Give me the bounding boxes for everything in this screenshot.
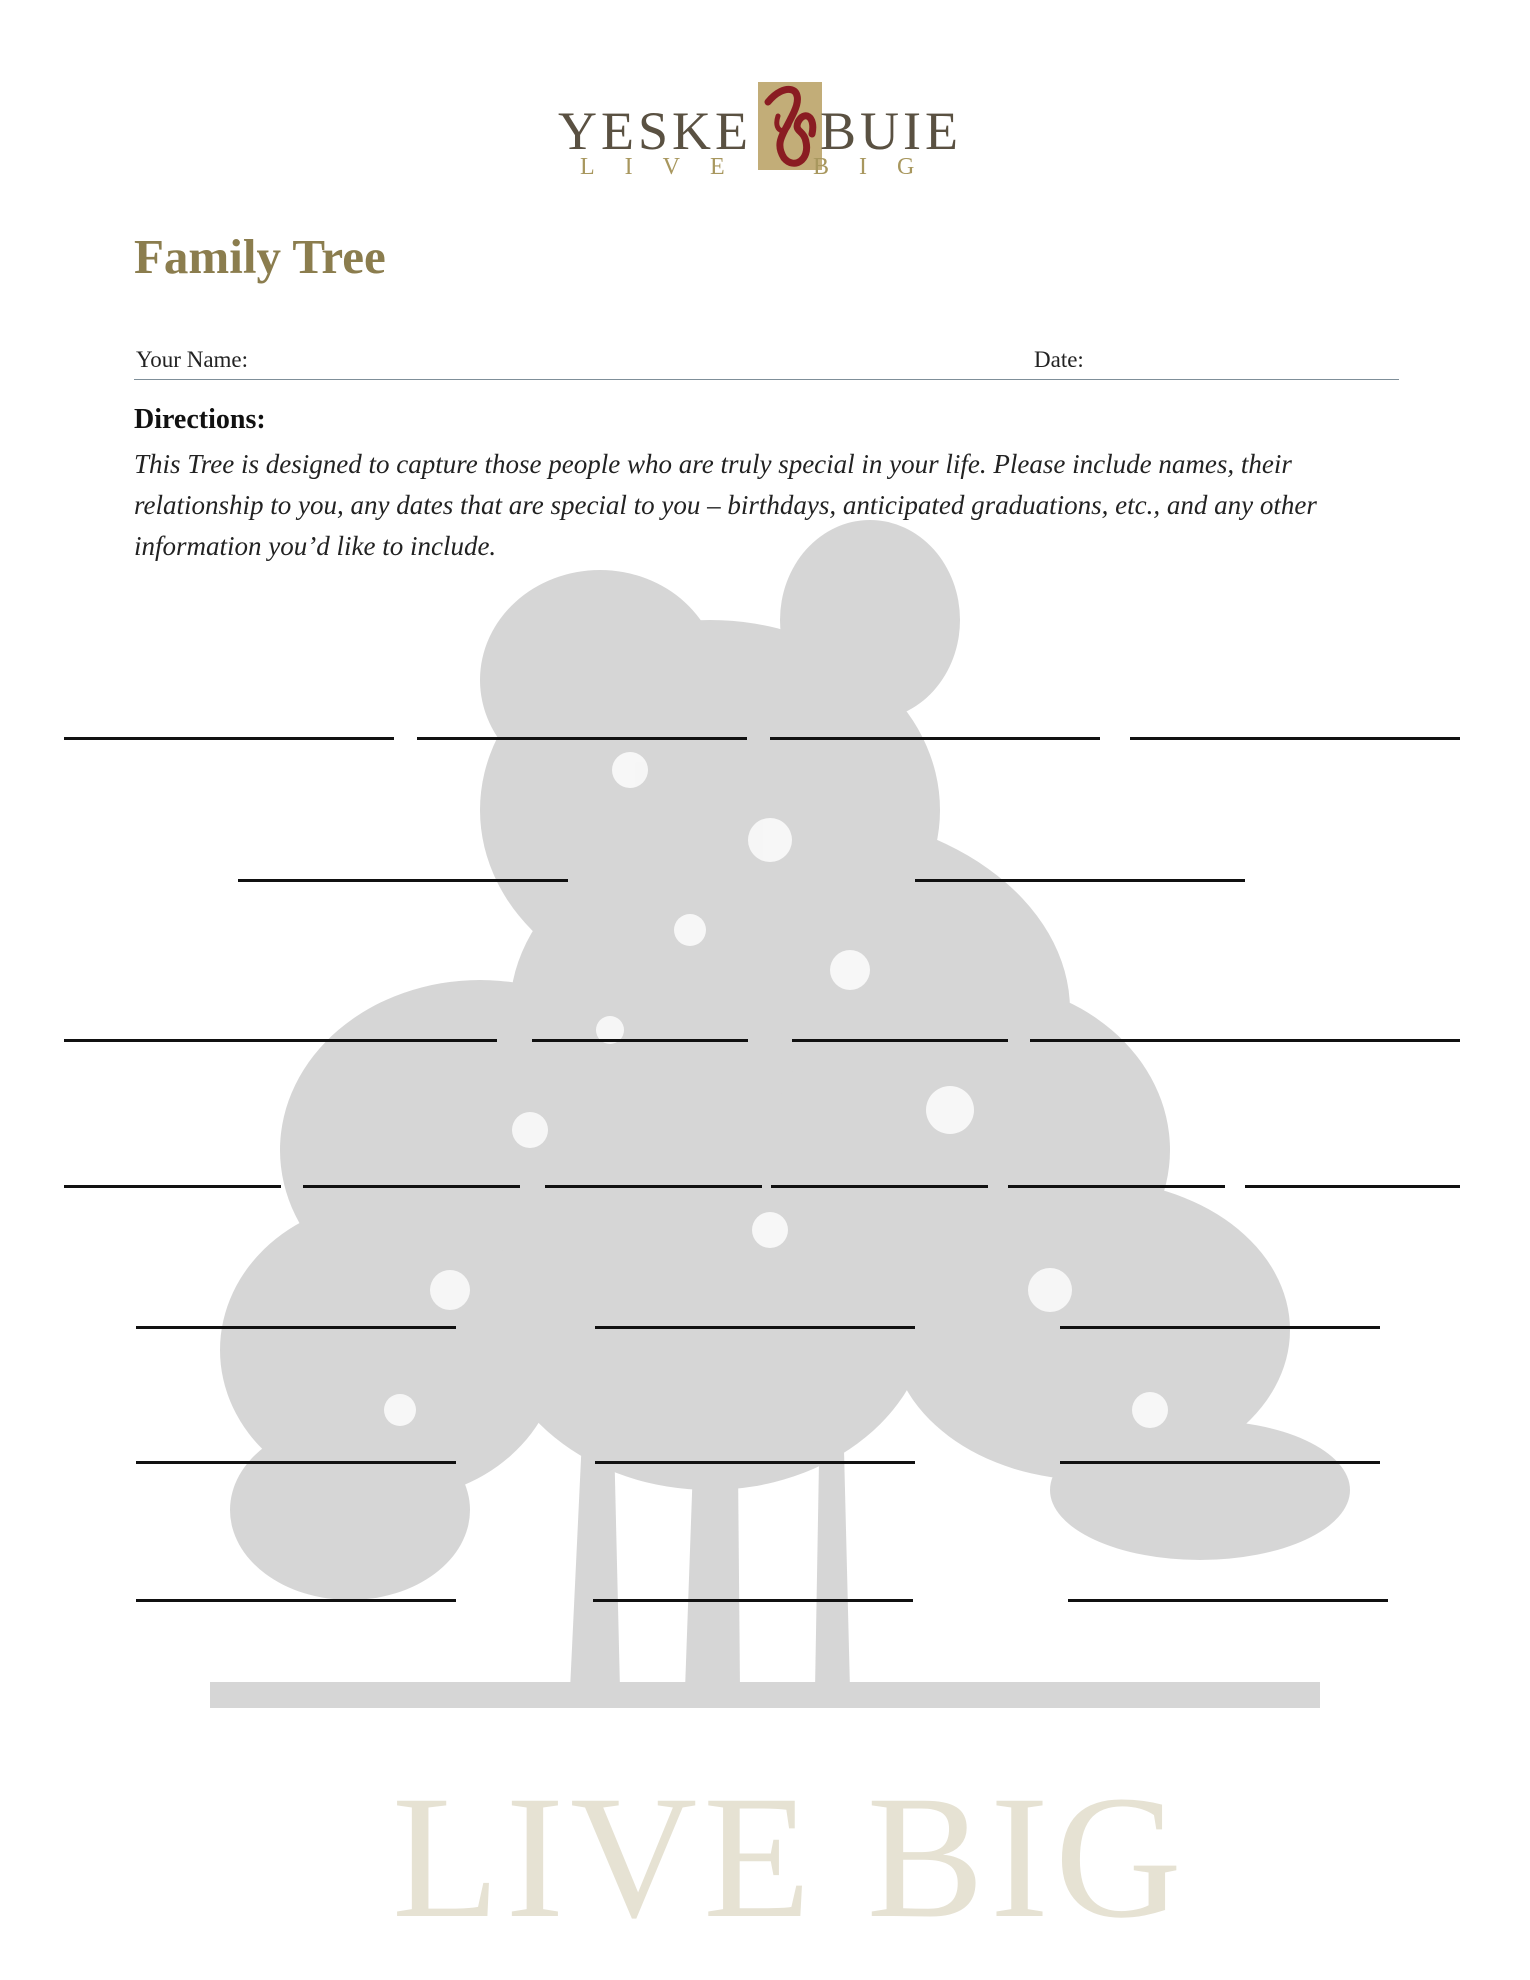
directions-text: This Tree is designed to capture those people who are truly special in your life. Please include names, their relationship to you, any dates that are special to you – birthdays, anticipated graduations, etc., and any other information you’d like to include. (134, 449, 1317, 561)
yeske-buie-logo (558, 72, 978, 192)
blank-line[interactable] (1030, 1039, 1460, 1042)
blank-line[interactable] (136, 1326, 456, 1329)
name-date-line[interactable] (134, 379, 1399, 380)
blank-line[interactable] (1060, 1326, 1380, 1329)
blank-line[interactable] (595, 1461, 915, 1464)
blank-line[interactable] (1245, 1185, 1460, 1188)
blank-line[interactable] (64, 1039, 497, 1042)
logo-tagline-right: BIG (813, 154, 945, 180)
blank-line[interactable] (1130, 737, 1460, 740)
blank-line[interactable] (1008, 1185, 1225, 1188)
blank-line[interactable] (1068, 1599, 1388, 1602)
blank-line[interactable] (238, 879, 568, 882)
blank-line[interactable] (64, 1185, 281, 1188)
blank-line[interactable] (136, 1599, 456, 1602)
logo-brand-left: YESKE (558, 101, 752, 161)
blank-line[interactable] (792, 1039, 1008, 1042)
logo-tagline-left: LIVE (580, 154, 755, 180)
tree-watermark-icon (150, 510, 1380, 1740)
blank-line[interactable] (915, 879, 1245, 882)
logo-brand-right: BUIE (820, 101, 962, 161)
blank-line[interactable] (593, 1599, 913, 1602)
directions-heading: Directions: (134, 404, 266, 435)
blank-line[interactable] (771, 1185, 988, 1188)
date-label: Date: (1034, 347, 1084, 372)
blank-line[interactable] (1060, 1461, 1380, 1464)
your-name-label: Your Name: (136, 347, 249, 372)
blank-line[interactable] (545, 1185, 762, 1188)
blank-line[interactable] (303, 1185, 520, 1188)
blank-line[interactable] (136, 1461, 456, 1464)
blank-line[interactable] (532, 1039, 748, 1042)
live-big-watermark: LIVE BIG (392, 1760, 1188, 1955)
blank-line[interactable] (770, 737, 1100, 740)
blank-line[interactable] (417, 737, 747, 740)
blank-line[interactable] (64, 737, 394, 740)
page-title: Family Tree (134, 229, 386, 284)
blank-line[interactable] (595, 1326, 915, 1329)
